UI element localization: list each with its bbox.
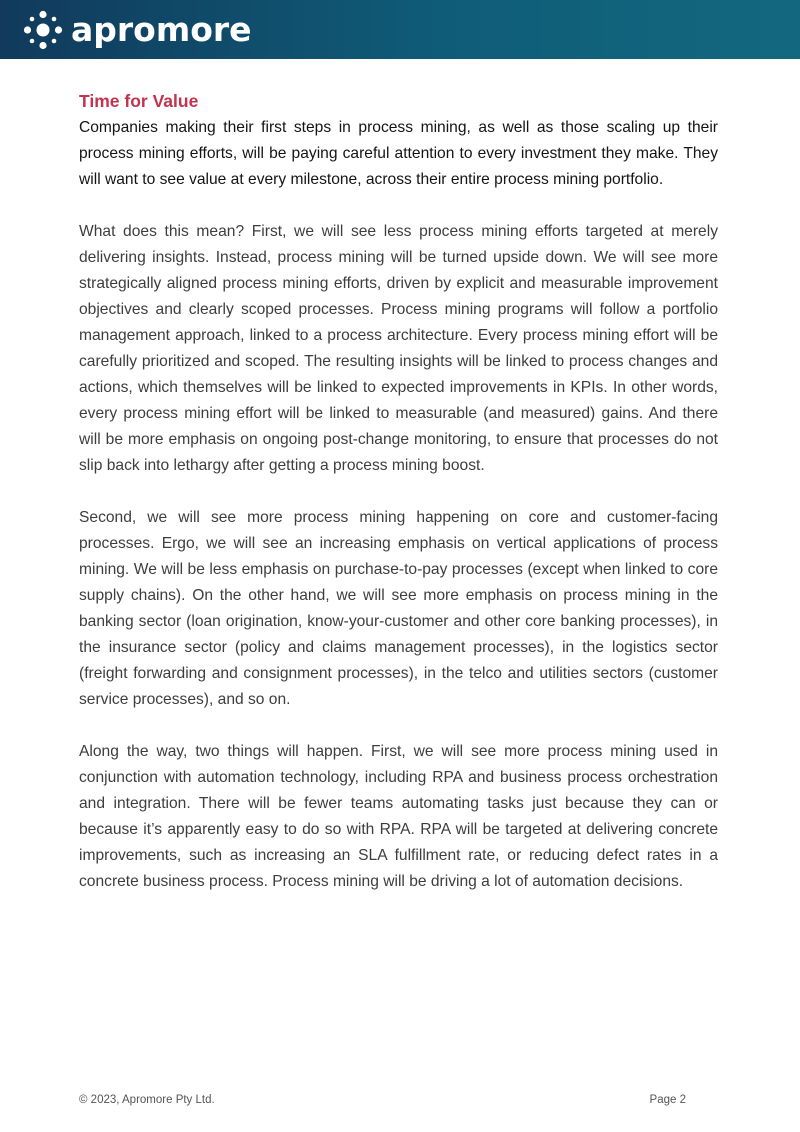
brand-name: apromore [71,10,252,49]
paragraph-intro: Companies making their first steps in process mining, as well as those scaling up their process mining efforts, will be paying careful attention to every investment they make. They will want to see value at every milestone, across their entire process mining portfolio. [79,119,718,188]
paragraph-along-the-way: Along the way, two things will happen. First, we will see more process mining used in conjunction with automation technology, including RPA and business process orchestration and integration. There will be fewer teams automating tasks just because they can or because it’s apparently easy to do so with RPA. RPA will be targeted at delivering concrete improvements, such as increasing an SLA fulfillment rate, or reducing defect rates in a concrete business process. Process mining will be driving a lot of automation decisions. [79,743,718,890]
apromore-logo-icon [22,9,64,51]
paragraph-second: Second, we will see more process mining happening on core and customer-facing processes. Ergo, we will see an increasing emphasis on vertical applications of process mining. We will be less emphasis on purchase-to-pay processes (except when linked to core supply chains). On the other hand, we will see more emphasis on process mining in the banking sector (loan origination, know-your-customer and other core banking processes), in the insurance sector (policy and claims management processes), in the logistics sector (freight forwarding and consignment processes), in the telco and utilities sectors (customer service processes), and so on. [79,509,718,708]
footer-copyright: © 2023, Apromore Pty Ltd. [79,1094,215,1106]
paragraph-what-does-this-mean: What does this mean? First, we will see less process mining efforts targeted at merely delivering insights. Instead, process mining will be turned upside down. We will see more strategically aligned process mining efforts, driven by explicit and measurable improvement objectives and clearly scoped processes. Process mining programs will follow a portfolio management approach, linked to a process architecture. Every process mining effort will be carefully prioritized and scoped. The resulting insights will be linked to process changes and actions, which themselves will be linked to expected improvements in KPIs. In other words, every process mining effort will be linked to measurable (and measured) gains. And there will be more emphasis on ongoing post-change monitoring, to ensure that processes do not slip back into lethargy after getting a process mining boost. [79,223,718,474]
footer-page-number: Page 2 [649,1094,686,1106]
brand-logo [22,9,252,51]
document-body [79,88,718,921]
page-header [0,0,800,59]
section-title: Time for Value [79,91,199,111]
